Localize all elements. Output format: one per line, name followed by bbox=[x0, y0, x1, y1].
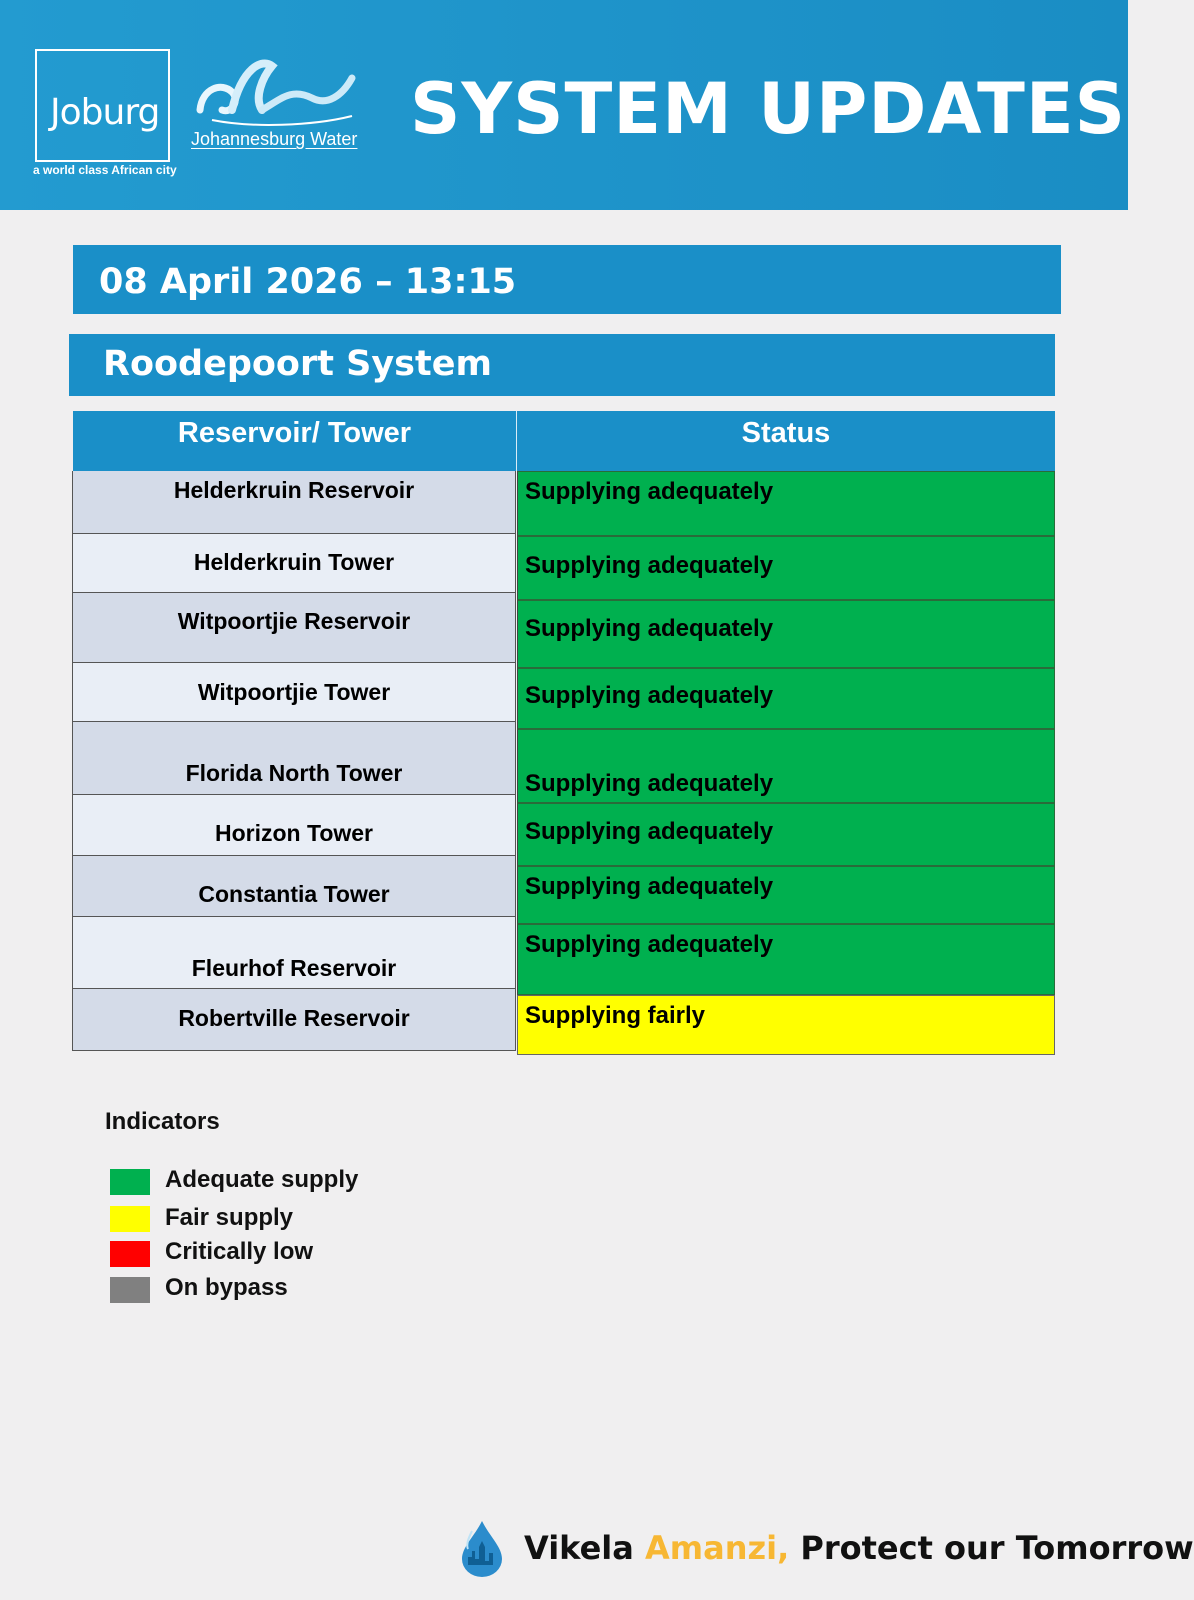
joburg-logo-text-b: burg bbox=[80, 92, 160, 133]
status-cell bbox=[517, 995, 1055, 1055]
page-title: SYSTEM UPDATES bbox=[410, 68, 1127, 150]
table-row bbox=[72, 917, 516, 989]
table-row bbox=[72, 856, 516, 917]
footer-slogan-part1: Vikela bbox=[524, 1529, 645, 1567]
system-name: Roodepoort System bbox=[103, 344, 492, 384]
reservoir-name: Florida North Tower bbox=[185, 760, 403, 786]
date-bar bbox=[73, 245, 1061, 314]
indicator-label: Critically low bbox=[165, 1238, 314, 1265]
table-header bbox=[73, 411, 1055, 471]
indicator-swatch bbox=[110, 1169, 150, 1195]
indicator-label: On bypass bbox=[165, 1274, 288, 1301]
indicator-swatch bbox=[110, 1206, 150, 1232]
status-cell bbox=[517, 536, 1055, 600]
status-cell bbox=[517, 924, 1055, 995]
reservoir-name: Constantia Tower bbox=[198, 881, 390, 907]
table-row bbox=[72, 471, 516, 534]
reservoir-name: Horizon Tower bbox=[214, 820, 373, 846]
indicator-label: Adequate supply bbox=[165, 1166, 359, 1193]
table-row bbox=[72, 534, 516, 593]
column-header-reservoir: Reservoir/ Tower bbox=[177, 417, 412, 449]
johannesburg-water-name: Johannesburg Water bbox=[191, 129, 358, 149]
table-row bbox=[72, 593, 516, 663]
status-cell bbox=[517, 668, 1055, 729]
reservoir-name: Helderkruin Tower bbox=[193, 549, 395, 575]
table-row bbox=[72, 989, 516, 1051]
status-text: Supplying adequately bbox=[525, 552, 774, 579]
status-cell bbox=[517, 729, 1055, 803]
joburg-logo-text-a: Jo bbox=[50, 92, 81, 133]
joburg-logo bbox=[50, 92, 159, 133]
status-cell bbox=[517, 803, 1055, 866]
reservoir-name: Fleurhof Reservoir bbox=[191, 955, 397, 981]
water-drop-icon bbox=[460, 1519, 504, 1577]
reservoir-name: Helderkruin Reservoir bbox=[173, 477, 415, 503]
system-bar bbox=[69, 334, 1055, 396]
table-row bbox=[72, 663, 516, 722]
status-text: Supplying fairly bbox=[525, 1002, 706, 1029]
status-cell bbox=[517, 600, 1055, 668]
indicator-swatch bbox=[110, 1277, 150, 1303]
status-cell bbox=[517, 866, 1055, 924]
header-banner bbox=[0, 0, 1128, 210]
status-text: Supplying adequately bbox=[525, 682, 774, 709]
status-text: Supplying adequately bbox=[525, 818, 774, 845]
status-cell bbox=[517, 471, 1055, 536]
indicator-label: Fair supply bbox=[165, 1204, 294, 1231]
status-text: Supplying adequately bbox=[525, 931, 774, 958]
footer-slogan-amanzi: Amanzi, bbox=[645, 1529, 790, 1567]
reservoir-name: Witpoortjie Reservoir bbox=[177, 608, 411, 634]
status-text: Supplying adequately bbox=[525, 615, 774, 642]
column-header-status: Status bbox=[741, 417, 831, 449]
table-row bbox=[72, 795, 516, 856]
johannesburg-water-logo-icon bbox=[192, 48, 362, 128]
date-time: 08 April 2026 – 13:15 bbox=[99, 262, 517, 302]
footer-slogan-part3: Protect our Tomorrow bbox=[789, 1529, 1194, 1567]
indicators-title: Indicators bbox=[105, 1108, 220, 1135]
footer-slogan bbox=[524, 1529, 1194, 1567]
reservoir-name: Witpoortjie Tower bbox=[197, 679, 391, 705]
status-text: Supplying adequately bbox=[525, 770, 774, 797]
table-row bbox=[72, 722, 516, 795]
reservoir-name: Robertville Reservoir bbox=[178, 1005, 410, 1031]
indicator-swatch bbox=[110, 1241, 150, 1267]
status-text: Supplying adequately bbox=[525, 873, 774, 900]
joburg-tagline: a world class African city bbox=[33, 163, 177, 177]
status-text: Supplying adequately bbox=[525, 478, 774, 505]
